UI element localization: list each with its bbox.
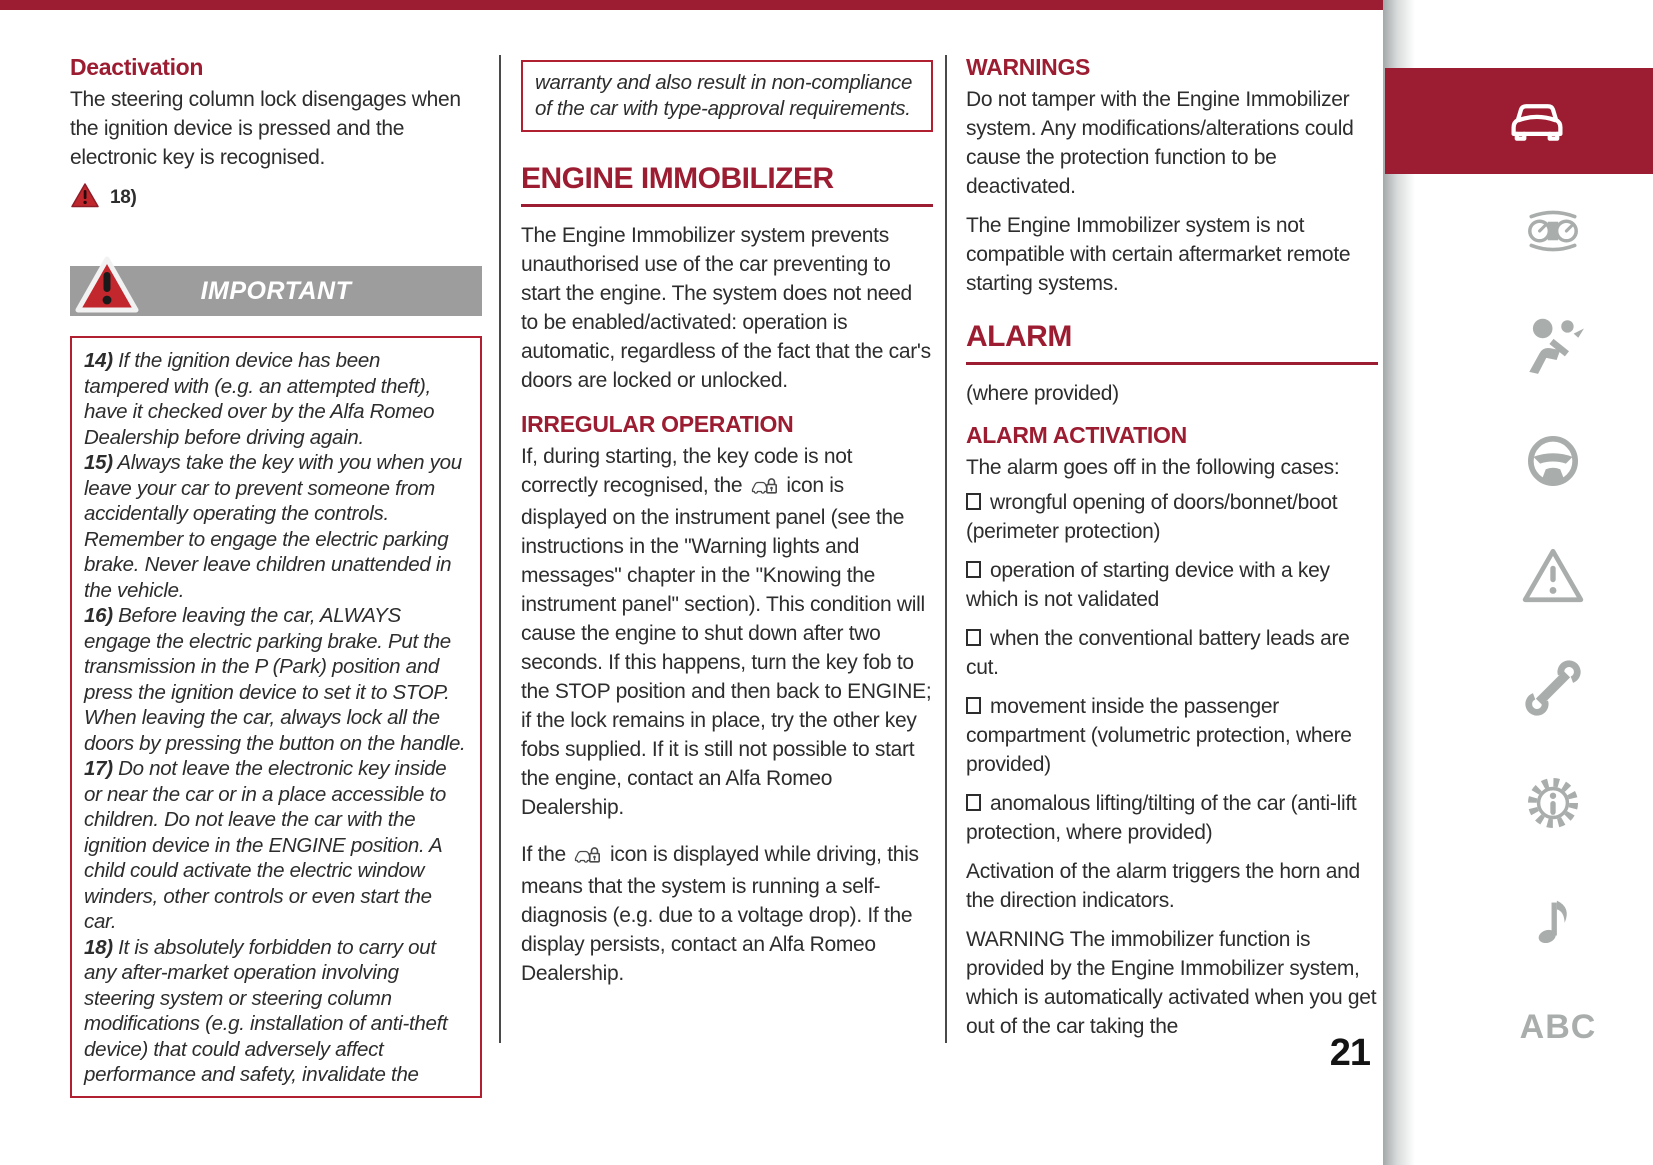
square-bullet-icon xyxy=(966,697,981,714)
alarm-heading: ALARM xyxy=(966,320,1378,365)
irregular-operation-paragraph-2: If the icon is displayed while driving, this means that the system is running a self-diagnosis (e.g. due to a voltage drop). If the display persists, contact an Alfa Romeo Dealership. xyxy=(521,843,919,985)
sidebar-tab-index[interactable]: ABC xyxy=(1519,1008,1597,1046)
immobilizer-warning-note: WARNING The immobilizer function is provided by the Engine Immobilizer system, which is automatically activated when you get out of the car taking the xyxy=(966,928,1377,1038)
column-divider xyxy=(499,55,501,1043)
car-lock-icon xyxy=(751,474,778,503)
sidebar-tab-car[interactable] xyxy=(1385,68,1653,174)
warning-reference xyxy=(70,182,482,214)
square-bullet-icon xyxy=(966,629,981,646)
car-lock-icon xyxy=(574,843,601,872)
sidebar-tab-steering[interactable] xyxy=(1517,427,1589,499)
square-bullet-icon xyxy=(966,493,981,510)
alarm-bullet: anomalous lifting/tilting of the car (anti-lift protection, where provided) xyxy=(966,792,1357,844)
warning-triangle-small-icon xyxy=(70,182,100,214)
warnings-heading: WARNINGS xyxy=(966,54,1091,80)
page-number: 21 xyxy=(1329,1032,1370,1074)
warning-reference-number: 18) xyxy=(110,187,137,208)
alarm-bullet: when the conventional battery leads are cut. xyxy=(966,627,1350,679)
middle-column xyxy=(521,50,933,998)
sidebar-tab-safety[interactable] xyxy=(1517,311,1589,383)
alarm-bullet: movement inside the passenger compartment (volumetric protection, where provided) xyxy=(966,695,1352,776)
car-icon xyxy=(1503,93,1571,150)
important-notes-box xyxy=(70,336,482,1098)
warnings-paragraph-1: Do not tamper with the Engine Immobilizer system. Any modifications/alterations could cause the protection function to be deactivated. xyxy=(966,88,1354,198)
chapter-color-bar xyxy=(0,0,1392,10)
note-item: 17) Do not leave the electronic key inside or near the car or in a place accessible to children. Do not leave the car with the ignition device in the ENGINE position. A child could activate the electric window winders, other controls or even start the car. xyxy=(84,757,447,933)
chapter-sidebar xyxy=(1385,0,1653,1165)
deactivation-paragraph: The steering column lock disengages when the ignition device is pressed and the electronic key is recognised. xyxy=(70,88,461,169)
sidebar-tab-emergency[interactable] xyxy=(1517,542,1589,614)
steering-wheel-icon xyxy=(1520,428,1586,499)
important-banner-label: IMPORTANT xyxy=(200,276,352,305)
sidebar-tab-multimedia[interactable] xyxy=(1517,886,1589,958)
square-bullet-icon xyxy=(966,794,981,811)
square-bullet-icon xyxy=(966,561,981,578)
important-banner xyxy=(70,266,482,316)
sidebar-tab-technical-info[interactable] xyxy=(1517,769,1589,841)
warning-triangle-icon xyxy=(1520,546,1586,611)
deactivation-heading: Deactivation xyxy=(70,54,204,80)
sidebar-tab-maintenance[interactable] xyxy=(1517,654,1589,726)
irregular-operation-heading: IRREGULAR OPERATION xyxy=(521,411,794,437)
page-curl-shadow xyxy=(1383,0,1415,1165)
alarm-activation-heading: ALARM ACTIVATION xyxy=(966,422,1187,448)
gear-info-icon xyxy=(1520,770,1586,841)
alarm-bullet: operation of starting device with a key which is not validated xyxy=(966,559,1330,611)
alarm-activation-intro: The alarm goes off in the following cases: xyxy=(966,456,1340,479)
irregular-operation-paragraph-1: If, during starting, the key code is not correctly recognised, the icon is displayed on the instrument panel (see the instructions in the "Warning lights and messages" chapter in the "Knowing the instrument panel" section). This condition will cause the engine to shut down after two seconds. If this happens, turn the key fob to the STOP position and then back to ENGINE; if the lock remains in place, try the other key fobs supplied. If it is still not possible to start the engine, contact an Alfa Romeo Dealership. xyxy=(521,445,932,819)
note-item: 15) Always take the key with you when you leave your car to prevent someone from accidentally operating the controls. Remember to engage the electric parking brake. Never leave children unattended in the vehicle. xyxy=(84,451,462,602)
note-item: 16) Before leaving the car, ALWAYS engage the electric parking brake. Put the transmission in the P (Park) position and press the ignition device to set it to STOP. When leaving the car, always lock all the doors by pressing the button on the handle. xyxy=(84,604,466,755)
music-note-icon xyxy=(1522,889,1584,956)
instrument-panel-icon xyxy=(1520,206,1586,261)
warnings-paragraph-2: The Engine Immobilizer system is not compatible with certain aftermarket remote starting systems. xyxy=(966,214,1351,295)
note-item: 18) It is absolutely forbidden to carry out any after-market operation involving steering system or steering column modifications (e.g. installation of anti-theft device) that could adversely affect performance and safety, invalidate the xyxy=(84,935,448,1086)
alarm-activation-outro: Activation of the alarm triggers the horn and the direction indicators. xyxy=(966,860,1360,912)
important-warning-triangle-icon xyxy=(74,255,140,320)
engine-immobilizer-heading: ENGINE IMMOBILIZER xyxy=(521,162,933,207)
note-item: 14) If the ignition device has been tampered with (e.g. an attempted theft), have it checked over by the Alfa Romeo Dealership before driving again. xyxy=(84,349,435,449)
alarm-bullet: wrongful opening of doors/bonnet/boot (perimeter protection) xyxy=(966,491,1338,543)
sidebar-tab-instrument-panel[interactable] xyxy=(1517,197,1589,269)
column-divider xyxy=(945,55,947,1043)
left-column xyxy=(70,50,482,1098)
engine-immobilizer-intro: The Engine Immobilizer system prevents unauthorised use of the car preventing to start the engine. The system does not need to be enabled/activated: operation is automatic, regardless of the fact that the car's doors are locked or unlocked. xyxy=(521,224,931,392)
airbag-safety-icon xyxy=(1520,314,1586,381)
carryover-note-box: warranty and also result in non-compliance of the car with type-approval requirements. xyxy=(521,60,933,132)
alarm-where-provided: (where provided) xyxy=(966,382,1119,405)
right-column xyxy=(966,50,1378,1051)
wrench-icon xyxy=(1520,655,1586,726)
